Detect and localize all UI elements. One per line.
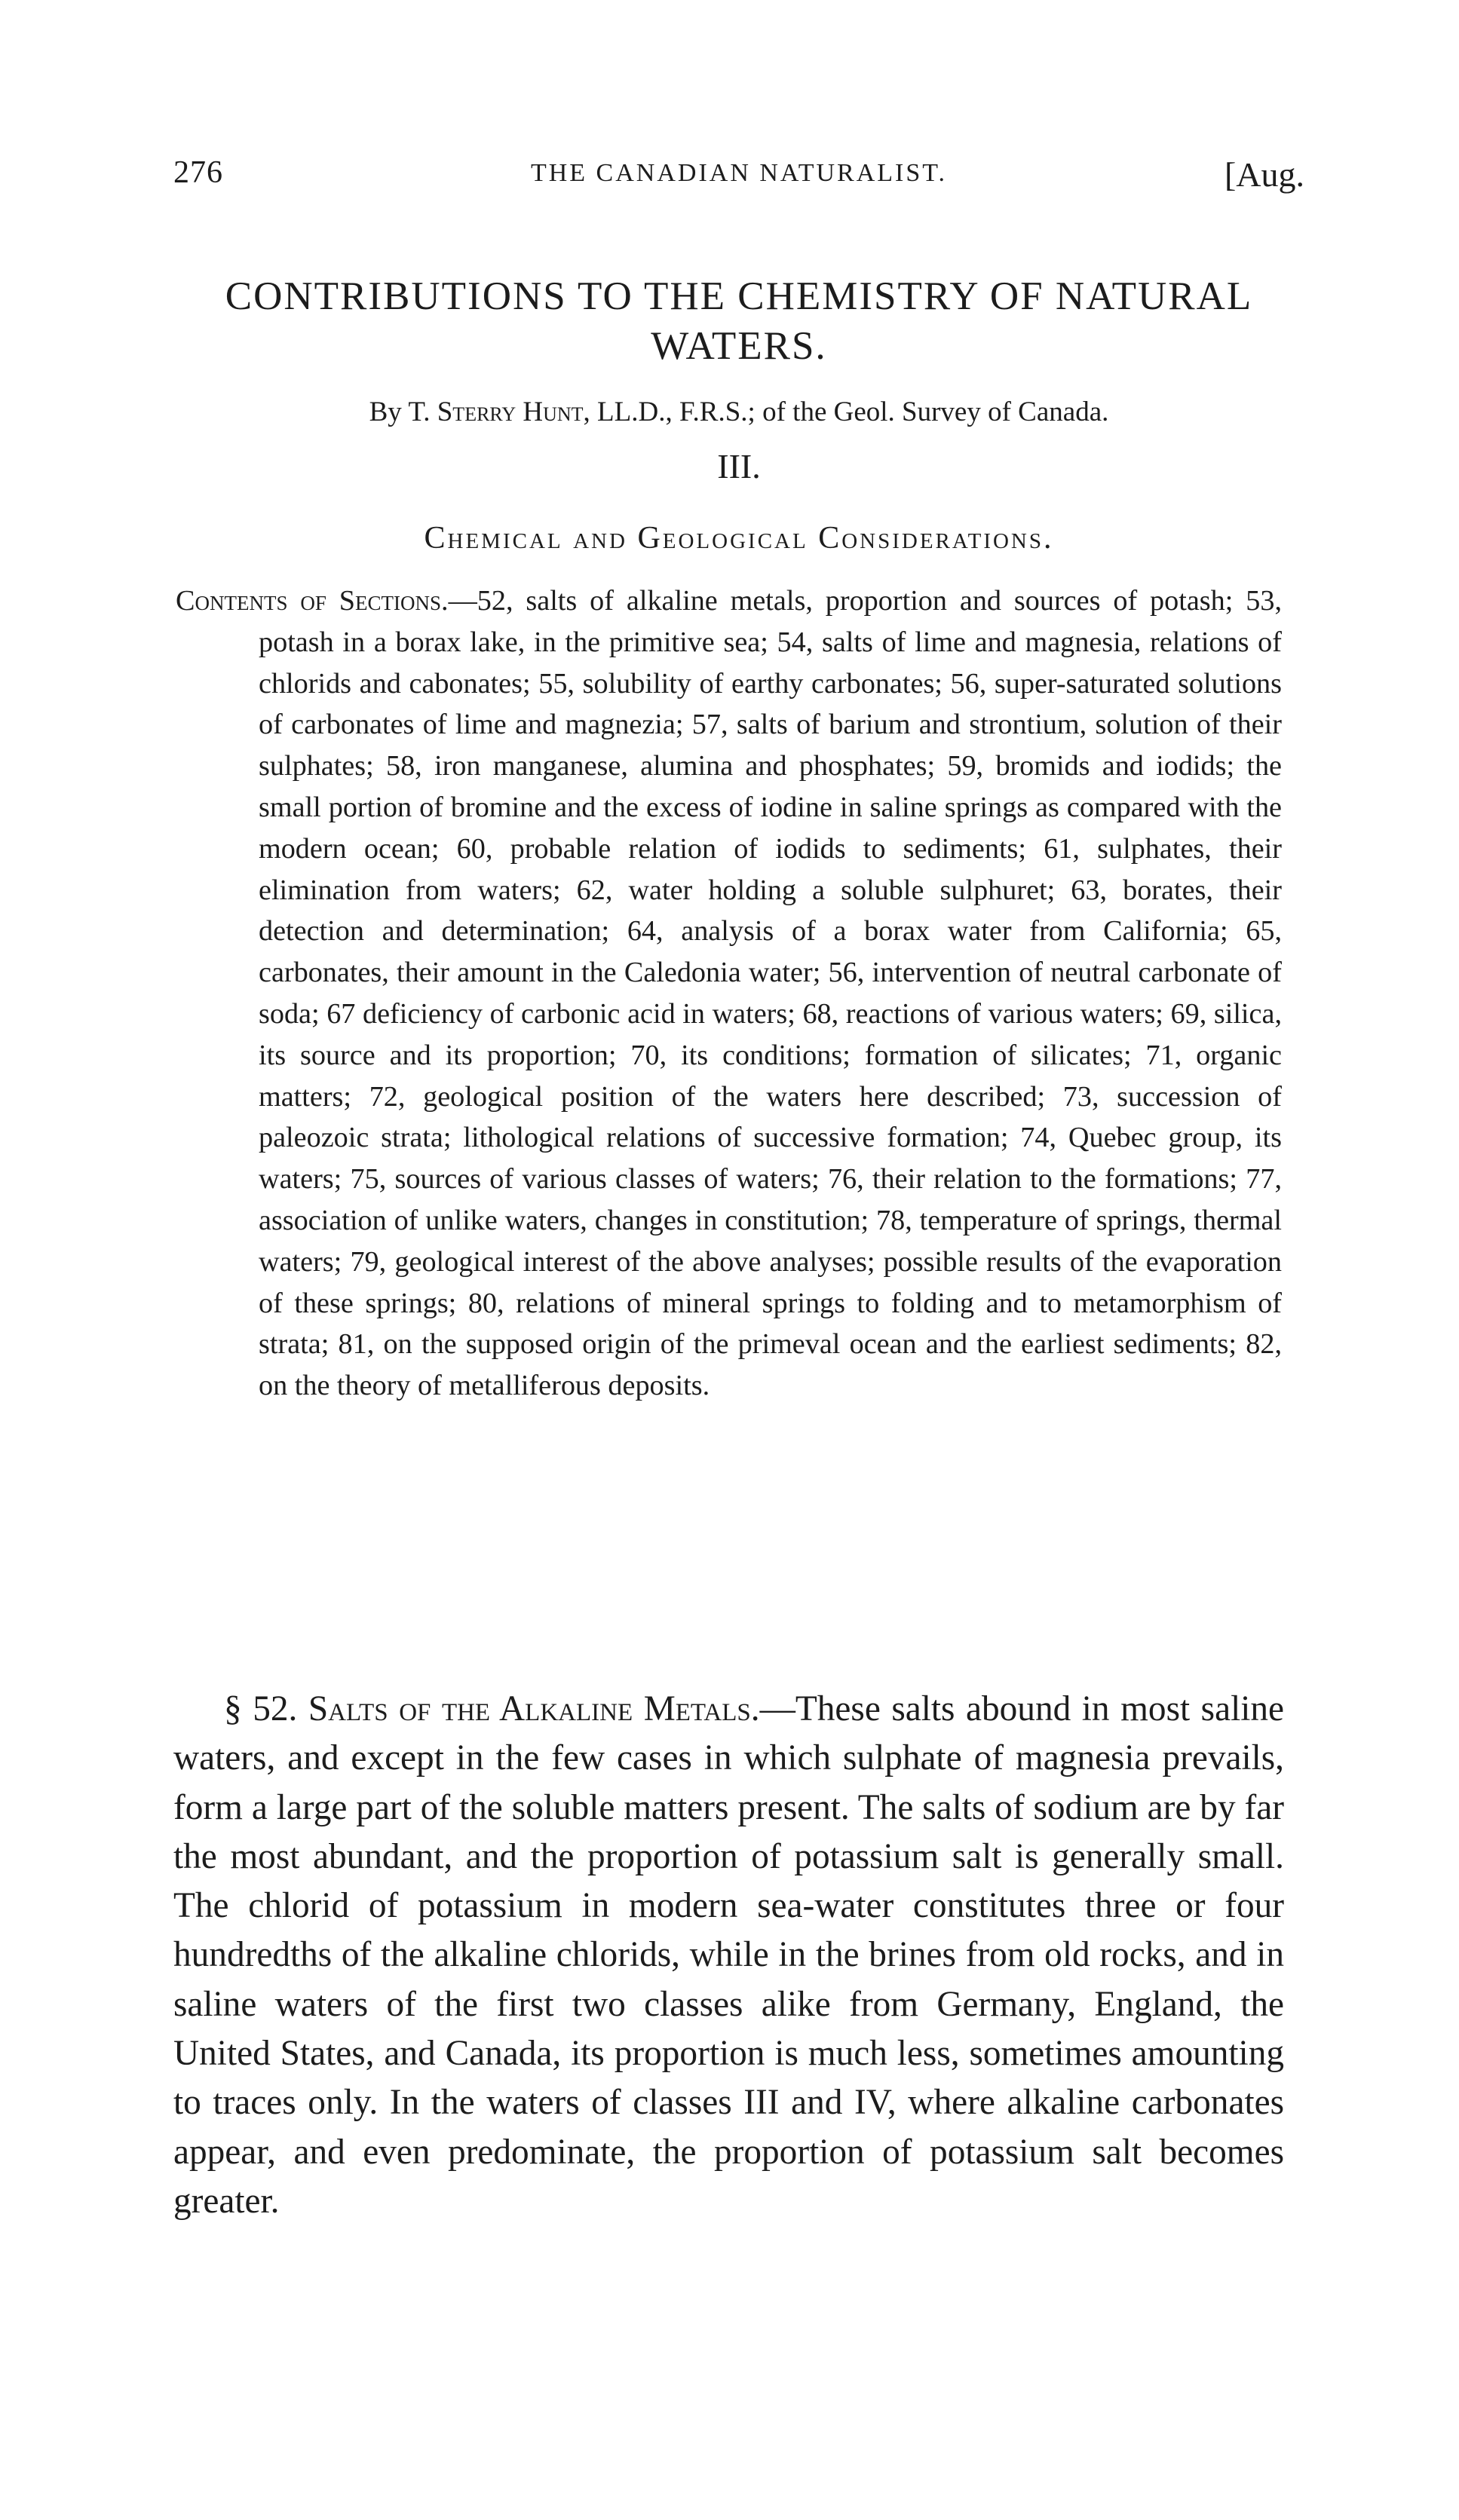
section-heading: Chemical and Geological Considerations. bbox=[424, 521, 1054, 556]
section-52-heading: Salts of the Alkaline Metals. bbox=[308, 1689, 760, 1728]
part-number: III. bbox=[717, 447, 761, 485]
contents-of-sections bbox=[176, 580, 1282, 1407]
contents-text: —52, salts of alkaline metals, proportion and sources of potash; 53, potash in a borax lake, in the primitive sea; 54, salts of lime and magnesia, relations of chlorids and cabonates; 55, solubility of earthy carbonates; 56, super-saturated solutions of carbonates of lime and magnezia; 57, salts of barium and strontium, solution of their sulphates; 58, iron manganese, alumina and phosphates; 59, bromids and iodids; the small portion of bromine and the excess of iodine in saline springs as compared with the modern ocean; 60, probable relation of iodids to sediments; 61, sulphates, their elimination from waters; 62, water holding a soluble sulphuret; 63, borates, their detection and determination; 64, analysis of a borax water from California; 65, carbonates, their amount in the Caledonia water; 56, intervention of neutral carbonate of soda; 67 deficiency of carbonic acid in waters; 68, reactions of various waters; 69, silica, its source and its proportion; 70, its conditions; formation of silicates; 71, organic matters; 72, geological position of the waters here described; 73, succession of paleozoic strata; lithological relations of successive formation; 74, Quebec group, its waters; 75, sources of various classes of waters; 76, their relation to the formations; 77, association of unlike waters, changes in constitution; 78, temperature of springs, thermal waters; 79, geological interest of the above analyses; possible results of the evaporation of these springs; 80, relations of mineral springs to folding and to metamorphism of strata; 81, on the supposed origin of the primeval ocean and the earliest sediments; 82, on the theory of metalliferous deposits. bbox=[259, 585, 1282, 1402]
section-52-number: § 52. bbox=[224, 1689, 308, 1728]
byline-prefix: By T. bbox=[369, 397, 437, 427]
page-number: 276 bbox=[173, 155, 223, 190]
section-52-body: —These salts abound in most saline waters, and except in the few cases in which sulphate of magnesia prevails, form a large part of the soluble matters present. The salts of sodium are by far the most abundant, and the proportion of potassium salt is generally small. The chlorid of potassium in modern sea-water constitutes three or four hundredths of the alkaline chlorids, while in the brines from old rocks, and in saline waters of the first two classes alike from Germany, England, the United States, and Canada, its proportion is much less, sometimes amounting to traces only. In the waters of classes III and IV, where alkaline carbonates appear, and even predominate, the proportion of potassium salt becomes greater. bbox=[173, 1689, 1284, 2221]
journal-title: THE CANADIAN NATURALIST. bbox=[530, 159, 948, 187]
byline-affiliation: , LL.D., F.R.S.; of the Geol. Survey of Canada. bbox=[583, 397, 1109, 427]
author-name: Sterry Hunt bbox=[437, 397, 584, 427]
article-title: CONTRIBUTIONS TO THE CHEMISTRY OF NATURAL WATERS. bbox=[225, 274, 1253, 368]
running-head bbox=[173, 155, 1304, 200]
contents-label: Contents of Sections. bbox=[176, 585, 449, 617]
section-52-paragraph bbox=[173, 1685, 1284, 2226]
issue-month: [Aug. bbox=[1224, 155, 1304, 194]
byline bbox=[173, 396, 1304, 428]
